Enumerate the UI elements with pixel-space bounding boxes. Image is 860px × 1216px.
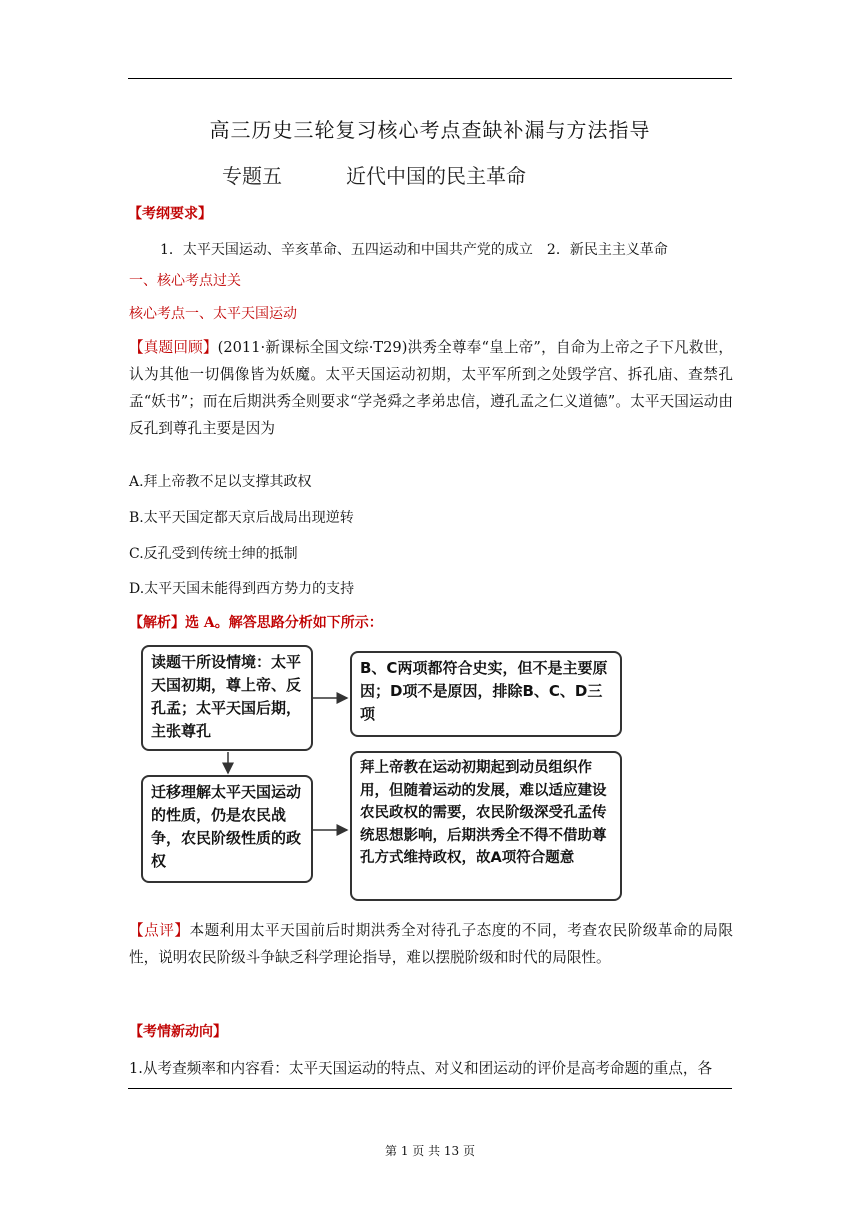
analysis-label: 【解析】 bbox=[129, 615, 185, 631]
option-c: C.反孔受到传统士绅的抵制 bbox=[129, 546, 298, 562]
analysis-text: 选 A。解答思路分析如下所示： bbox=[185, 615, 383, 631]
flowchart-box-nature: 迁移理解太平天国运动的性质，仍是农民战争，农民阶级性质的政权 bbox=[141, 775, 313, 883]
topic-name: 近代中国的民主革命 bbox=[346, 164, 526, 188]
syllabus-heading: 【考纲要求】 bbox=[128, 206, 212, 222]
flowchart-box-conclusion: 拜上帝教在运动初期起到动员组织作用，但随着运动的发展，难以适应建设农民政权的需要，农民阶级深受孔孟传统思想影响，后期洪秀全不得不借助尊孔方式维持政权，故A项符合题意 bbox=[350, 751, 622, 901]
trend-text: 1.从考查频率和内容看：太平天国运动的特点、对义和团运动的评价是高考命题的重点，各 bbox=[129, 1060, 713, 1077]
question-label: 【真题回顾】 bbox=[129, 339, 218, 356]
section-heading: 一、核心考点过关 bbox=[129, 273, 241, 289]
topic-number: 专题五 bbox=[222, 164, 282, 188]
option-d: D.太平天国未能得到西方势力的支持 bbox=[129, 581, 355, 597]
point-heading: 核心考点一、太平天国运动 bbox=[129, 306, 297, 322]
comment-paragraph bbox=[129, 917, 733, 971]
flowchart-box-exclude: B、C两项都符合史实，但不是主要原因；D项不是原因，排除B、C、D三项 bbox=[350, 651, 622, 737]
question-text: (2011·新课标全国文综·T29)洪秀全尊奉“皇上帝”，自命为上帝之子下凡救世，认为其他一切偶像皆为妖魔。太平天国运动初期，太平军所到之处毁学宫、拆孔庙、查禁孔孟“妖书”；而在后期洪秀全则要求“学尧舜之孝弟忠信，遵孔孟之仁义道德”。太平天国运动由反孔到尊孔主要是因为 bbox=[129, 339, 733, 437]
flowchart-box-context: 读题干所设情境：太平天国初期，尊上帝、反孔孟；太平天国后期，主张尊孔 bbox=[141, 645, 313, 751]
syllabus-items: 1．太平天国运动、辛亥革命、五四运动和中国共产党的成立 2．新民主主义革命 bbox=[160, 242, 668, 258]
page-number: 第 1 页 共 13 页 bbox=[385, 1144, 475, 1158]
comment-label: 【点评】 bbox=[129, 922, 190, 939]
option-a: A.拜上帝教不足以支撑其政权 bbox=[129, 474, 312, 490]
document-title: 高三历史三轮复习核心考点查缺补漏与方法指导 bbox=[209, 118, 651, 142]
footer-rule bbox=[128, 1088, 732, 1089]
comment-text: 本题利用太平天国前后时期洪秀全对待孔子态度的不同，考查农民阶级革命的局限性，说明农民阶级斗争缺乏科学理论指导，难以摆脱阶级和时代的局限性。 bbox=[129, 922, 733, 966]
option-b: B.太平天国定都天京后战局出现逆转 bbox=[129, 510, 354, 526]
trend-heading: 【考情新动向】 bbox=[129, 1024, 227, 1040]
